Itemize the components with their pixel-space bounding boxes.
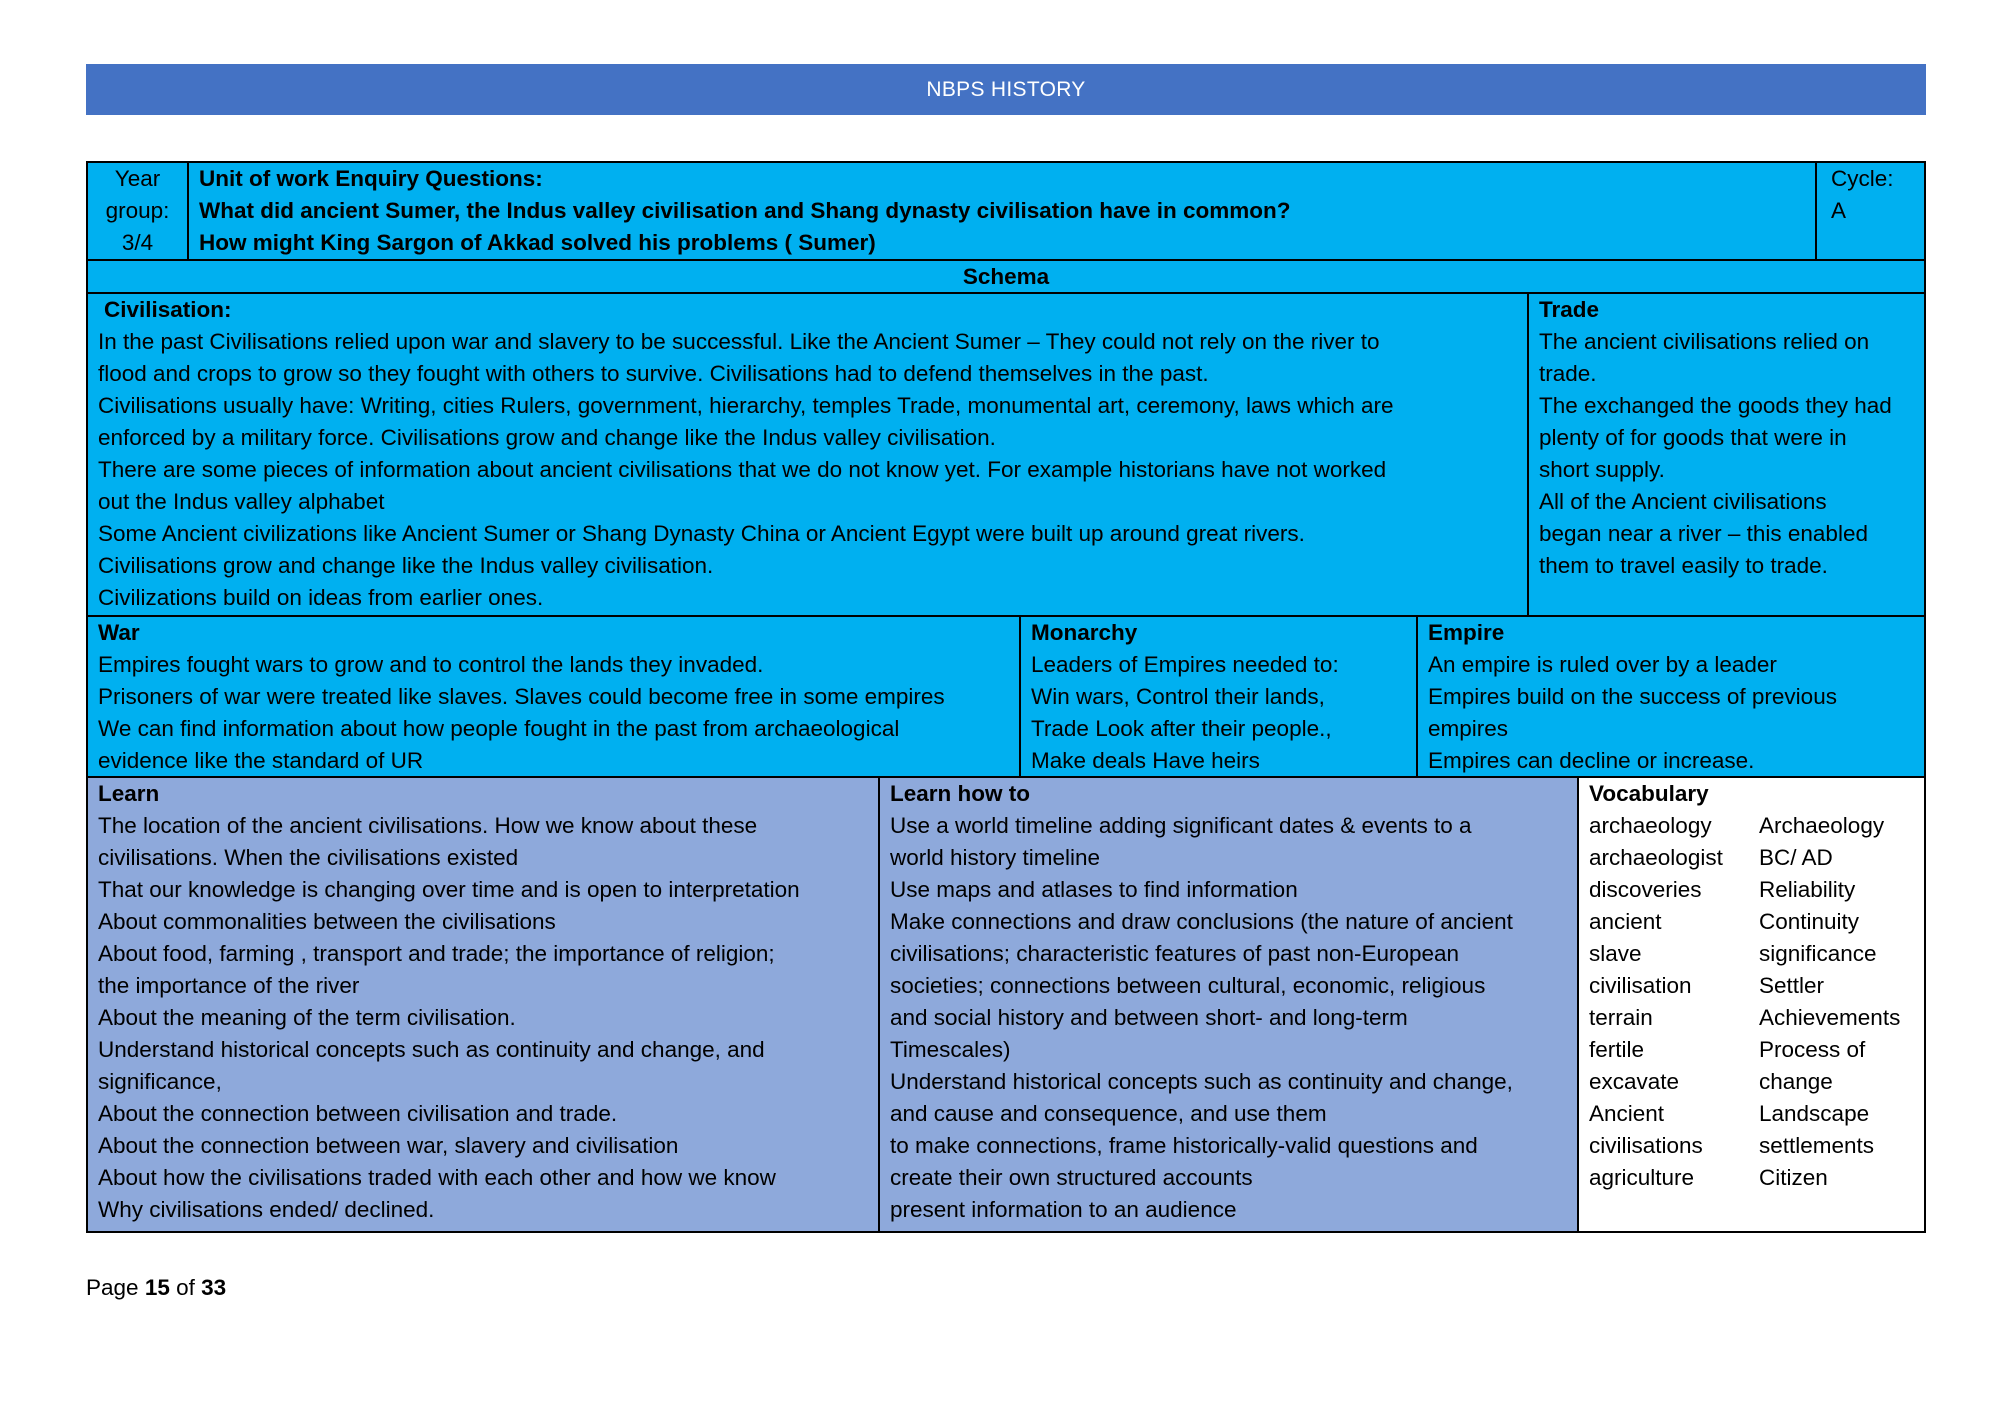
learn-line: Understand historical concepts such as continuity and change, and [98,1037,765,1062]
unit-of-work-cell [189,163,1817,259]
trade-line: The exchanged the goods they had [1539,393,1892,418]
trade-line: them to travel easily to trade. [1539,553,1828,578]
vocabulary-column-2 [1759,810,1900,1194]
page-banner [86,64,1926,115]
learn-title: Learn [98,781,160,806]
vocabulary-word: excavate [1589,1069,1680,1094]
vocabulary-word: archaeology [1589,813,1712,838]
learn-how-line: and social history and between short- and long-term [890,1005,1408,1030]
page-number: 15 [144,1275,170,1300]
trade-line: began near a river – this enabled [1539,521,1868,546]
war-line: Prisoners of war were treated like slaves. Slaves could become free in some empires [98,684,945,709]
trade-line: plenty of for goods that were in [1539,425,1847,450]
monarchy-title: Monarchy [1031,620,1138,645]
empire-line: empires [1428,716,1509,741]
vocabulary-word: Landscape [1759,1101,1870,1126]
vocabulary-word: Archaeology [1759,813,1885,838]
vocabulary-word: Continuity [1759,909,1860,934]
vocabulary-word: Reliability [1759,877,1856,902]
civilisation-line: enforced by a military force. Civilisations grow and change like the Indus valley civilisation. [98,425,996,450]
cycle-cell [1817,163,1924,259]
war-cell [88,617,1021,776]
monarchy-line: Trade Look after their people., [1031,716,1332,741]
learn-row [88,778,1924,1231]
learn-line: About the connection between civilisation and trade. [98,1101,618,1126]
vocabulary-title: Vocabulary [1589,781,1709,806]
vocabulary-word: BC/ AD [1759,845,1833,870]
cycle-value: A [1831,198,1847,223]
empire-line: An empire is ruled over by a leader [1428,652,1777,677]
year-group-line: group: [105,198,170,223]
civilisation-line: There are some pieces of information about ancient civilisations that we do not know yet. For example historians have not worked [98,457,1387,482]
curriculum-table [86,161,1926,1233]
year-group-line: 3/4 [121,230,154,255]
vocabulary-word: ancient [1589,909,1662,934]
unit-heading: Unit of work Enquiry Questions: [199,166,543,191]
war-line: Empires fought wars to grow and to control the lands they invaded. [98,652,764,677]
monarchy-line: Leaders of Empires needed to: [1031,652,1339,677]
learn-how-title: Learn how to [890,781,1030,806]
war-row [88,617,1924,778]
vocabulary-word: archaeologist [1589,845,1723,870]
learn-line: That our knowledge is changing over time and is open to interpretation [98,877,800,902]
page-footer [86,1275,226,1301]
learn-how-line: Timescales) [890,1037,1011,1062]
vocabulary-word: Citizen [1759,1165,1828,1190]
vocabulary-word: civilisation [1589,973,1692,998]
vocabulary-word: terrain [1589,1005,1653,1030]
trade-title: Trade [1539,297,1600,322]
vocabulary-word: discoveries [1589,877,1702,902]
vocabulary-word: civilisations [1589,1133,1703,1158]
monarchy-line: Win wars, Control their lands, [1031,684,1325,709]
banner-title: NBPS HISTORY [926,77,1086,101]
learn-how-line: Use a world timeline adding significant dates & events to a [890,813,1472,838]
civilisation-line: flood and crops to grow so they fought with others to survive. Civilisations had to defend themselves in the past. [98,361,1209,386]
trade-line: All of the Ancient civilisations [1539,489,1827,514]
empire-line: Empires can decline or increase. [1428,748,1755,773]
schema-title: Schema [962,264,1050,289]
year-group-cell [88,163,189,259]
page-total: 33 [201,1275,227,1300]
civilisation-cell [88,294,1529,615]
vocabulary-word: slave [1589,941,1642,966]
learn-line: About the meaning of the term civilisation. [98,1005,516,1030]
trade-line: short supply. [1539,457,1665,482]
page-label: Page [86,1275,139,1300]
war-line: We can find information about how people fought in the past from archaeological [98,716,900,741]
vocabulary-list [1589,810,1914,1194]
enquiry-question: What did ancient Sumer, the Indus valley civilisation and Shang dynasty civilisation have in common? [199,198,1291,223]
learn-how-line: civilisations; characteristic features of past non-European [890,941,1460,966]
learn-line: civilisations. When the civilisations existed [98,845,519,870]
learn-how-line: create their own structured accounts [890,1165,1253,1190]
civilisation-title: Civilisation: [104,297,232,322]
civilisation-row [88,294,1924,617]
civilisation-line: Some Ancient civilizations like Ancient Sumer or Shang Dynasty China or Ancient Egypt were built up around great rivers. [98,521,1305,546]
cycle-label: Cycle: [1831,166,1894,191]
learn-how-line: Make connections and draw conclusions (the nature of ancient [890,909,1513,934]
year-group-line: Year [114,166,161,191]
civilisation-line: In the past Civilisations relied upon war and slavery to be successful. Like the Ancient Sumer – They could not rely on the river to [98,329,1380,354]
learn-line: the importance of the river [98,973,360,998]
learn-line: About the connection between war, slavery and civilisation [98,1133,679,1158]
war-line: evidence like the standard of UR [98,748,424,773]
learn-how-line: Understand historical concepts such as continuity and change, [890,1069,1513,1094]
learn-cell [88,778,880,1231]
learn-line: About food, farming , transport and trade; the importance of religion; [98,941,775,966]
vocabulary-word: significance [1759,941,1877,966]
vocabulary-word: fertile [1589,1037,1645,1062]
civilisation-line: Civilizations build on ideas from earlier ones. [98,585,544,610]
monarchy-cell [1021,617,1418,776]
trade-line: trade. [1539,361,1597,386]
learn-how-line: societies; connections between cultural, economic, religious [890,973,1486,998]
learn-how-line: Use maps and atlases to find information [890,877,1298,902]
learn-line: Why civilisations ended/ declined. [98,1197,435,1222]
civilisation-line: Civilisations usually have: Writing, cities Rulers, government, hierarchy, temples Trade, monumental art, ceremony, laws which are [98,393,1394,418]
learn-line: About commonalities between the civilisations [98,909,556,934]
schema-row [88,261,1924,294]
learn-how-line: world history timeline [890,845,1101,870]
trade-line: The ancient civilisations relied on [1539,329,1870,354]
vocabulary-word: change [1759,1069,1833,1094]
header-row [88,163,1924,261]
civilisation-line: out the Indus valley alphabet [98,489,385,514]
vocabulary-column-1 [1589,810,1759,1194]
enquiry-question: How might King Sargon of Akkad solved his problems ( Sumer) [199,230,876,255]
vocabulary-word: Settler [1759,973,1825,998]
empire-cell [1418,617,1924,776]
civilisation-line: Civilisations grow and change like the Indus valley civilisation. [98,553,714,578]
learn-line: significance, [98,1069,222,1094]
vocabulary-word: settlements [1759,1133,1875,1158]
vocabulary-word: Ancient [1589,1101,1665,1126]
vocabulary-cell [1579,778,1924,1231]
empire-title: Empire [1428,620,1505,645]
learn-how-line: to make connections, frame historically-valid questions and [890,1133,1478,1158]
of-label: of [176,1275,195,1300]
learn-line: About how the civilisations traded with each other and how we know [98,1165,776,1190]
trade-cell [1529,294,1924,615]
vocabulary-word: Process of [1759,1037,1866,1062]
vocabulary-word: Achievements [1759,1005,1901,1030]
learn-how-line: and cause and consequence, and use them [890,1101,1327,1126]
empire-line: Empires build on the success of previous [1428,684,1837,709]
vocabulary-word: agriculture [1589,1165,1695,1190]
learn-how-cell [880,778,1579,1231]
learn-line: The location of the ancient civilisations. How we know about these [98,813,758,838]
learn-how-line: present information to an audience [890,1197,1237,1222]
monarchy-line: Make deals Have heirs [1031,748,1260,773]
war-title: War [98,620,140,645]
